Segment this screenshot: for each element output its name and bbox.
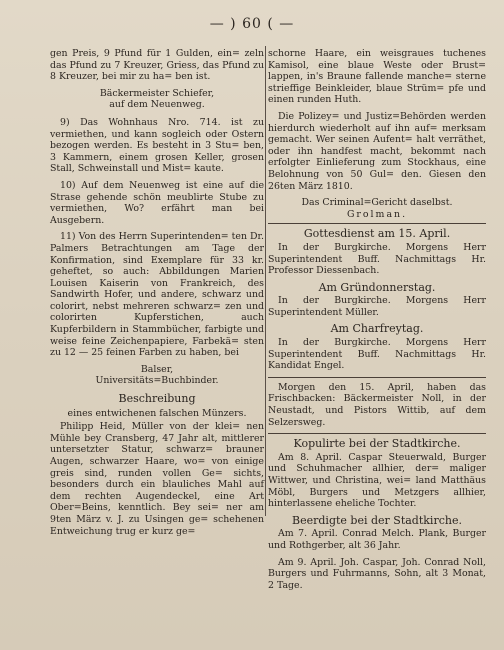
notice-item-10: 10) Auf dem Neuenweg ist eine auf die Strase gehende schön meublirte Stube zu vermiethen, Wo? erfährt man bei Ausgebern.	[50, 179, 264, 226]
section-rule	[268, 223, 486, 224]
page-number: — ) 60 ( —	[209, 16, 295, 32]
worship-heading: Gottesdienst am 15. April.	[303, 227, 451, 241]
description-heading: Beschreibung	[118, 392, 196, 406]
section-rule	[268, 433, 486, 434]
description-subheading: eines entwichenen falschen Münzers.	[67, 407, 247, 419]
column-divider	[265, 46, 266, 516]
left-column	[50, 48, 264, 542]
burial-entry-2: Am 9. April. Joh. Caspar, Joh. Conrad Noll, Burgers und Fuhrmanns, Sohn, alt 3 Monat, 2 Tage.	[268, 556, 486, 591]
signature-bookbinder-title: Universitäts=Buchbinder.	[95, 375, 219, 387]
court-signature: Das Criminal=Gericht daselbst.	[301, 197, 453, 209]
intro-paragraph: gen Preis, 9 Pfund für 1 Gulden, ein= zeln das Pfund zu 7 Kreuzer, Griess, das Pfund zu 8 Kreuzer, bei mir zu ha= ben ist.	[50, 48, 264, 83]
description-body: Philipp Heid, Müller von der klei= nen Mühle bey Cransberg, 47 Jahr alt, mittlerer untersetzter Statur, schwarz= brauner Augen, schwarzer Haare, wo= von einige greis sind, runden vollen Ge= sichts, besonders durch ein blauliches Mahl auf dem rechten Augendeckel, eine Art Ober=Beins, kenntlich. Bey sei= ner am 9ten März v. J. zu Usingen ge= schehenen Entweichung trug er kurz ge=	[50, 421, 264, 537]
good-friday-heading: Am Charfreytag.	[330, 322, 424, 336]
burials-heading: Beerdigte bei der Stadtkirche.	[292, 513, 462, 527]
worship-service-2: In der Burgkirche. Morgens Herr Superintendent Müller.	[268, 295, 486, 318]
signature-bookbinder-name: Balser,	[140, 363, 174, 375]
police-notice: Die Polizey= und Justiz=Behörden werden hierdurch wiederholt auf ihn auf= merksam gemacht. Wer seinen Aufent= halt verräthet, oder ihn handfest macht, bekommt nach erfolgter Einlieferung zum Stockhaus, eine Belohnung von 50 Gul= den. Giesen den 26ten März 1810.	[268, 110, 486, 192]
signature-baker-address: auf dem Neuenweg.	[109, 99, 205, 111]
description-continued: schorne Haare, ein weisgraues tuchenes Kamisol, eine blaue Weste oder Brust= lappen, in's Braune fallende manche= sterne strieffige Beinkleider, blaue Strüm= pfe und einen runden Huth.	[268, 48, 486, 106]
right-column	[268, 48, 486, 596]
marriages-heading: Kopulirte bei der Stadtkirche.	[293, 437, 461, 451]
worship-service-3: In der Burgkirche. Morgens Herr Superintendent Buff. Nachmittags Hr. Kandidat Engel.	[268, 337, 486, 372]
section-rule	[268, 377, 486, 378]
baker-notice: Morgen den 15. April, haben das Frischbacken: Bäckermeister Noll, in der Neustadt, und Pistors Wittib, auf dem Selzersweg.	[268, 381, 486, 428]
maundy-thursday-heading: Am Gründonnerstag.	[318, 280, 436, 294]
burial-entry-1: Am 7. April. Conrad Melch. Plank, Burger und Rothgerber, alt 36 Jahr.	[268, 528, 486, 551]
notice-item-11: 11) Von des Herrn Superintenden= ten Dr. Palmers Betrachtungen am Tage der Konfirmation, sind Exemplare für 33 kr. geheftet, so auch: Abbildungen Marien Louisen Kaiserin von Frankreich, des Sandwirth Hofer, und andere, schwarz und colorirt, nebst mehreren schwarz= zen und colorirten Kupferstichen, auch Kupferbildern in Stammbücher, farbigte und weise feine Zeichenpapiere, Farbekä= sten zu 12 — 25 feinen Farben zu haben, bei	[50, 231, 264, 359]
signature-baker-name: Bäckermeister Schiefer,	[99, 87, 215, 99]
marriage-entry: Am 8. April. Caspar Steuerwald, Burger und Schuhmacher allhier, der= maliger Wittwer, und Christina, wei= land Matthäus Möbl, Burgers und Metzgers allhier, hinterlassene eheliche Tochter.	[268, 451, 486, 510]
notice-item-9: 9) Das Wohnhaus Nro. 714. ist zu vermiethen, und kann sogleich oder Ostern bezogen werden. Es besteht in 3 Stu= ben, 3 Kammern, einem grosen Keller, grosen Stall, Schweinstall und Mist= kaute.	[50, 116, 264, 175]
court-name: Grolman.	[346, 208, 408, 220]
worship-service-1: In der Burgkirche. Morgens Herr Superintendent Buff. Nachmittags Hr. Professor Diessenbach.	[268, 241, 486, 277]
